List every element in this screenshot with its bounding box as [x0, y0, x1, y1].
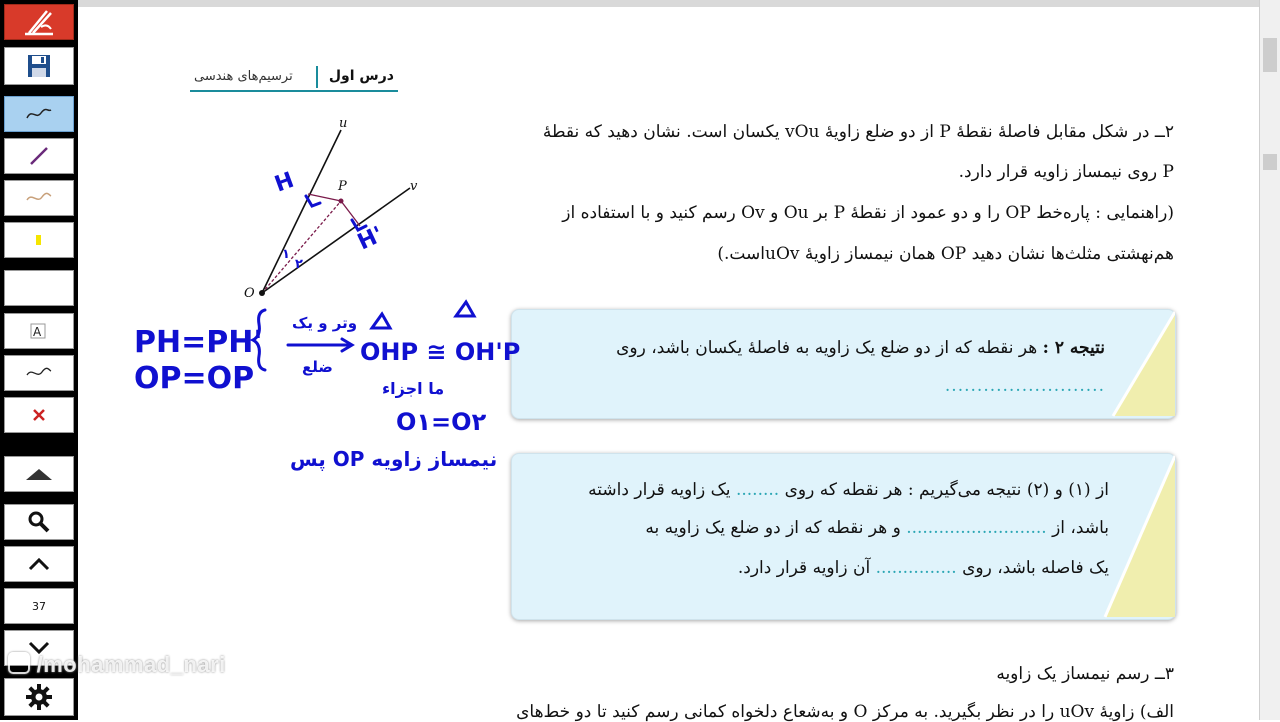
up-triangle-icon — [24, 466, 54, 482]
point-p — [339, 199, 344, 204]
pen-freehand-icon — [24, 104, 54, 124]
chevron-up-icon — [27, 556, 51, 572]
logo-icon — [19, 7, 59, 37]
save-button[interactable] — [4, 47, 74, 85]
scrollbar-thumb-top[interactable] — [1263, 38, 1277, 72]
page-number: 37 — [32, 599, 46, 613]
label-u: u — [339, 116, 348, 131]
summary-text-3a: یک فاصله باشد، روی — [962, 558, 1109, 578]
segment-op — [262, 201, 341, 293]
ink-angles-equal: O۱=O۲ — [396, 408, 487, 436]
lesson-number: درس اول — [328, 68, 394, 84]
ink-equation-2: OP=OP — [134, 361, 255, 396]
result2-box — [511, 309, 1176, 419]
summary-line2 — [645, 518, 1109, 538]
text-tool-button[interactable] — [4, 313, 74, 349]
scrollbar-thumb[interactable] — [1263, 154, 1277, 170]
label-o: O — [244, 286, 255, 301]
zoom-button[interactable] — [4, 504, 74, 540]
label-v: v — [410, 179, 418, 194]
logo-button[interactable] — [4, 4, 74, 40]
summary-blank-1: ........ — [735, 480, 780, 500]
pen-tan-button[interactable] — [4, 180, 74, 216]
ink-arrow-bottom: ضلع — [302, 358, 333, 376]
clear-button[interactable] — [4, 397, 74, 433]
ink-congruence: OHP ≅ OH'P — [360, 338, 521, 366]
ink-equation-1: PH=PH' — [134, 325, 263, 360]
summary-text-1a: از (۱) و (۲) نتیجه می‌گیریم : هر نقطه که روی — [784, 480, 1109, 500]
ink-angle-2: ۲ — [295, 257, 303, 272]
previous-page-button[interactable] — [4, 546, 74, 582]
ink-conclusion: پس OP نیمساز زاویه — [290, 447, 498, 471]
watermark — [8, 652, 226, 678]
highlighter-yellow-icon — [33, 231, 45, 249]
pen-purple-button[interactable] — [4, 138, 74, 174]
page-number-field[interactable] — [4, 588, 74, 624]
summary-text-1b: یک زاویه قرار داشته — [588, 480, 731, 500]
result2-label: نتیجه ۲ : — [1042, 338, 1105, 358]
ink-small-square-h — [306, 196, 320, 206]
annotation-toolbar — [0, 0, 78, 720]
highlighter-button[interactable] — [4, 222, 74, 258]
summary-blank-2: .......................... — [906, 518, 1047, 538]
summary-text-2a: باشد، از — [1052, 518, 1109, 538]
summary-box — [511, 453, 1176, 620]
ink-h: H — [271, 167, 298, 198]
summary-text-3b: آن زاویه قرار دارد. — [737, 558, 871, 578]
problem3-partial-line: الف) زاویهٔ uOv را در نظر بگیرید. به مرکز O و به‌شعاع دلخواه کمانی رسم کنید تا دو خط‌های — [516, 702, 1174, 722]
scroll-top-button[interactable] — [4, 456, 74, 492]
ink-angle-1: ۱ — [282, 247, 290, 262]
box-corner-decoration — [1095, 310, 1175, 418]
summary-text-2b: و هر نقطه که از دو ضلع یک زاویه به — [645, 518, 901, 538]
result2-blank: ......................... — [944, 376, 1105, 396]
curve-tool-icon — [24, 363, 54, 383]
curve-tool-button[interactable] — [4, 355, 74, 391]
summary-line1 — [588, 480, 1109, 500]
perpendicular-phprime — [341, 201, 360, 226]
result2-text: هر نقطه که از دو ضلع یک زاویه به فاصلهٔ یکسان باشد، روی — [616, 338, 1038, 358]
problem2-line1: ۲ــ در شکل مقابل فاصلهٔ نقطهٔ P از دو ضلع زاویهٔ vOu یکسان است. نشان دهید که نقطهٔ — [542, 122, 1174, 142]
perpendicular-ph — [308, 194, 341, 201]
summary-blank-3: ............... — [875, 558, 957, 578]
watermark-handle: /mohammad_nari — [36, 652, 226, 677]
problem2-line4: هم‌نهشتی مثلث‌ها نشان دهید OP همان نیمساز زاویهٔ uOvاست.) — [717, 244, 1174, 264]
pen-tan-icon — [24, 188, 54, 208]
pen-purple-icon — [27, 144, 51, 168]
text-tool-icon — [29, 321, 49, 341]
label-p: P — [338, 179, 347, 194]
summary-line3 — [738, 558, 1109, 578]
ink-arrow — [288, 339, 352, 351]
lesson-title: ترسیم‌های هندسی — [194, 69, 293, 84]
search-icon — [27, 510, 51, 534]
problem2-line2: P روی نیمساز زاویه قرار دارد. — [958, 162, 1174, 182]
ink-triangle-1 — [372, 314, 390, 328]
ink-parts: ما اجزاء — [382, 379, 445, 398]
instagram-icon — [8, 652, 30, 674]
ink-hprime: H' — [353, 222, 388, 256]
geometry-figure — [120, 110, 540, 480]
vertical-scrollbar[interactable] — [1259, 0, 1280, 720]
settings-button[interactable] — [4, 678, 74, 716]
ray-ov — [262, 188, 410, 293]
lesson-header — [190, 66, 398, 92]
gear-icon — [25, 683, 53, 711]
close-icon — [31, 407, 47, 423]
ink-triangle-2 — [456, 302, 474, 316]
header-divider — [316, 66, 318, 88]
save-icon — [26, 53, 52, 79]
svg-text:A: A — [33, 325, 42, 339]
blank-tool-button[interactable] — [4, 270, 74, 306]
freehand-pen-button[interactable] — [4, 96, 74, 132]
ink-arrow-top: وتر و یک — [292, 314, 358, 332]
point-o — [259, 290, 265, 296]
problem2-line3: (راهنمایی : پاره‌خط OP را و دو عمود از نقطهٔ P بر Ou و Ov رسم کنید و با استفاده از — [562, 203, 1174, 223]
problem3-title: ۳ــ رسم نیمساز یک زاویه — [996, 664, 1174, 684]
result2-line1 — [616, 338, 1105, 358]
